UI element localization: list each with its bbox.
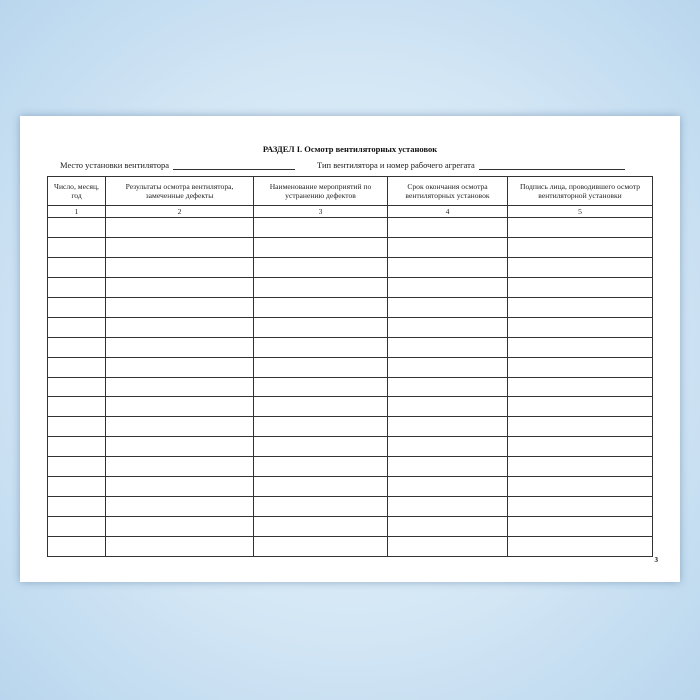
table-cell bbox=[388, 477, 508, 497]
table-cell bbox=[48, 417, 106, 437]
table-row bbox=[48, 517, 653, 537]
table-cell bbox=[508, 297, 653, 317]
table-row bbox=[48, 437, 653, 457]
table-cell bbox=[48, 317, 106, 337]
table-cell bbox=[254, 257, 388, 277]
column-header-date: Число, месяц, год bbox=[48, 177, 106, 206]
table-cell bbox=[254, 237, 388, 257]
table-row bbox=[48, 218, 653, 238]
table-cell bbox=[508, 517, 653, 537]
table-row bbox=[48, 397, 653, 417]
fan-type-field-line bbox=[479, 160, 625, 170]
table-cell bbox=[388, 417, 508, 437]
location-field bbox=[60, 160, 295, 170]
table-row bbox=[48, 457, 653, 477]
table-cell bbox=[48, 457, 106, 477]
table-cell bbox=[388, 237, 508, 257]
table-cell bbox=[254, 218, 388, 238]
table-cell bbox=[48, 497, 106, 517]
table-cell bbox=[388, 397, 508, 417]
table-cell bbox=[106, 277, 254, 297]
column-header-signature: Подпись лица, проводившего осмотр вентиляторной установки bbox=[508, 177, 653, 206]
table-cell bbox=[508, 437, 653, 457]
table-cell bbox=[48, 477, 106, 497]
column-number-2: 2 bbox=[106, 206, 254, 218]
table-cell bbox=[508, 218, 653, 238]
table-cell bbox=[106, 237, 254, 257]
table-cell bbox=[388, 437, 508, 457]
table-cell bbox=[388, 457, 508, 477]
table-cell bbox=[254, 437, 388, 457]
table-cell bbox=[508, 237, 653, 257]
table-cell bbox=[388, 317, 508, 337]
table-cell bbox=[106, 257, 254, 277]
table-cell bbox=[388, 257, 508, 277]
table-cell bbox=[508, 277, 653, 297]
table-cell bbox=[106, 517, 254, 537]
form-page bbox=[20, 116, 680, 582]
table-cell bbox=[48, 377, 106, 397]
location-field-label: Место установки вентилятора bbox=[60, 160, 169, 170]
table-row bbox=[48, 277, 653, 297]
table-cell bbox=[254, 537, 388, 557]
fan-type-field bbox=[317, 160, 625, 170]
location-field-line bbox=[173, 160, 295, 170]
column-number-3: 3 bbox=[254, 206, 388, 218]
table-cell bbox=[388, 277, 508, 297]
table-cell bbox=[508, 337, 653, 357]
table-row bbox=[48, 497, 653, 517]
table-cell bbox=[254, 357, 388, 377]
table-cell bbox=[48, 218, 106, 238]
table-row bbox=[48, 337, 653, 357]
table-cell bbox=[106, 218, 254, 238]
table-cell bbox=[508, 377, 653, 397]
column-number-row bbox=[48, 206, 653, 218]
table-row bbox=[48, 297, 653, 317]
table-cell bbox=[106, 417, 254, 437]
table-cell bbox=[48, 257, 106, 277]
table-cell bbox=[254, 297, 388, 317]
table-cell bbox=[254, 317, 388, 337]
table-cell bbox=[254, 457, 388, 477]
column-header-deadline: Срок окончания осмотра вентиляторных установок bbox=[388, 177, 508, 206]
table-cell bbox=[388, 377, 508, 397]
table-cell bbox=[48, 517, 106, 537]
table-row bbox=[48, 317, 653, 337]
table-cell bbox=[508, 317, 653, 337]
table-cell bbox=[254, 497, 388, 517]
table-cell bbox=[106, 357, 254, 377]
table-cell bbox=[48, 537, 106, 557]
table-cell bbox=[106, 497, 254, 517]
column-number-1: 1 bbox=[48, 206, 106, 218]
table-cell bbox=[388, 497, 508, 517]
table-cell bbox=[254, 477, 388, 497]
table-cell bbox=[106, 477, 254, 497]
table-cell bbox=[48, 237, 106, 257]
table-row bbox=[48, 237, 653, 257]
table-cell bbox=[254, 397, 388, 417]
table-cell bbox=[388, 357, 508, 377]
table-cell bbox=[48, 297, 106, 317]
table-cell bbox=[508, 497, 653, 517]
table-body bbox=[48, 218, 653, 557]
table-cell bbox=[508, 397, 653, 417]
table-cell bbox=[254, 517, 388, 537]
table-cell bbox=[48, 357, 106, 377]
table-cell bbox=[508, 457, 653, 477]
table-cell bbox=[508, 417, 653, 437]
table-row bbox=[48, 537, 653, 557]
table-row bbox=[48, 357, 653, 377]
page-number: 3 bbox=[654, 556, 658, 564]
column-number-4: 4 bbox=[388, 206, 508, 218]
table-cell bbox=[508, 357, 653, 377]
fan-type-field-label: Тип вентилятора и номер рабочего агрегата bbox=[317, 160, 475, 170]
table-cell bbox=[106, 457, 254, 477]
table-cell bbox=[508, 537, 653, 557]
table-cell bbox=[254, 377, 388, 397]
table-row bbox=[48, 477, 653, 497]
table-cell bbox=[106, 377, 254, 397]
table-cell bbox=[106, 317, 254, 337]
table-cell bbox=[48, 397, 106, 417]
section-title: РАЗДЕЛ I. Осмотр вентиляторных установок bbox=[262, 144, 438, 154]
table-cell bbox=[48, 337, 106, 357]
table-cell bbox=[106, 397, 254, 417]
table-cell bbox=[48, 437, 106, 457]
column-header-measures: Наименование мероприятий по устранению дефектов bbox=[254, 177, 388, 206]
table-cell bbox=[106, 537, 254, 557]
table-row bbox=[48, 417, 653, 437]
table-cell bbox=[106, 337, 254, 357]
table-cell bbox=[508, 477, 653, 497]
inspection-log-table bbox=[47, 176, 653, 557]
table-row bbox=[48, 377, 653, 397]
table-cell bbox=[106, 297, 254, 317]
table-row bbox=[48, 257, 653, 277]
column-header-results: Результаты осмотра вентилятора, замеченные дефекты bbox=[106, 177, 254, 206]
table-cell bbox=[388, 337, 508, 357]
table-cell bbox=[508, 257, 653, 277]
column-number-5: 5 bbox=[508, 206, 653, 218]
table-cell bbox=[388, 218, 508, 238]
table-cell bbox=[106, 437, 254, 457]
table-cell bbox=[254, 417, 388, 437]
table-cell bbox=[388, 537, 508, 557]
table-cell bbox=[48, 277, 106, 297]
table-cell bbox=[388, 297, 508, 317]
table-cell bbox=[388, 517, 508, 537]
table-cell bbox=[254, 277, 388, 297]
table-header-row bbox=[48, 177, 653, 206]
table-cell bbox=[254, 337, 388, 357]
